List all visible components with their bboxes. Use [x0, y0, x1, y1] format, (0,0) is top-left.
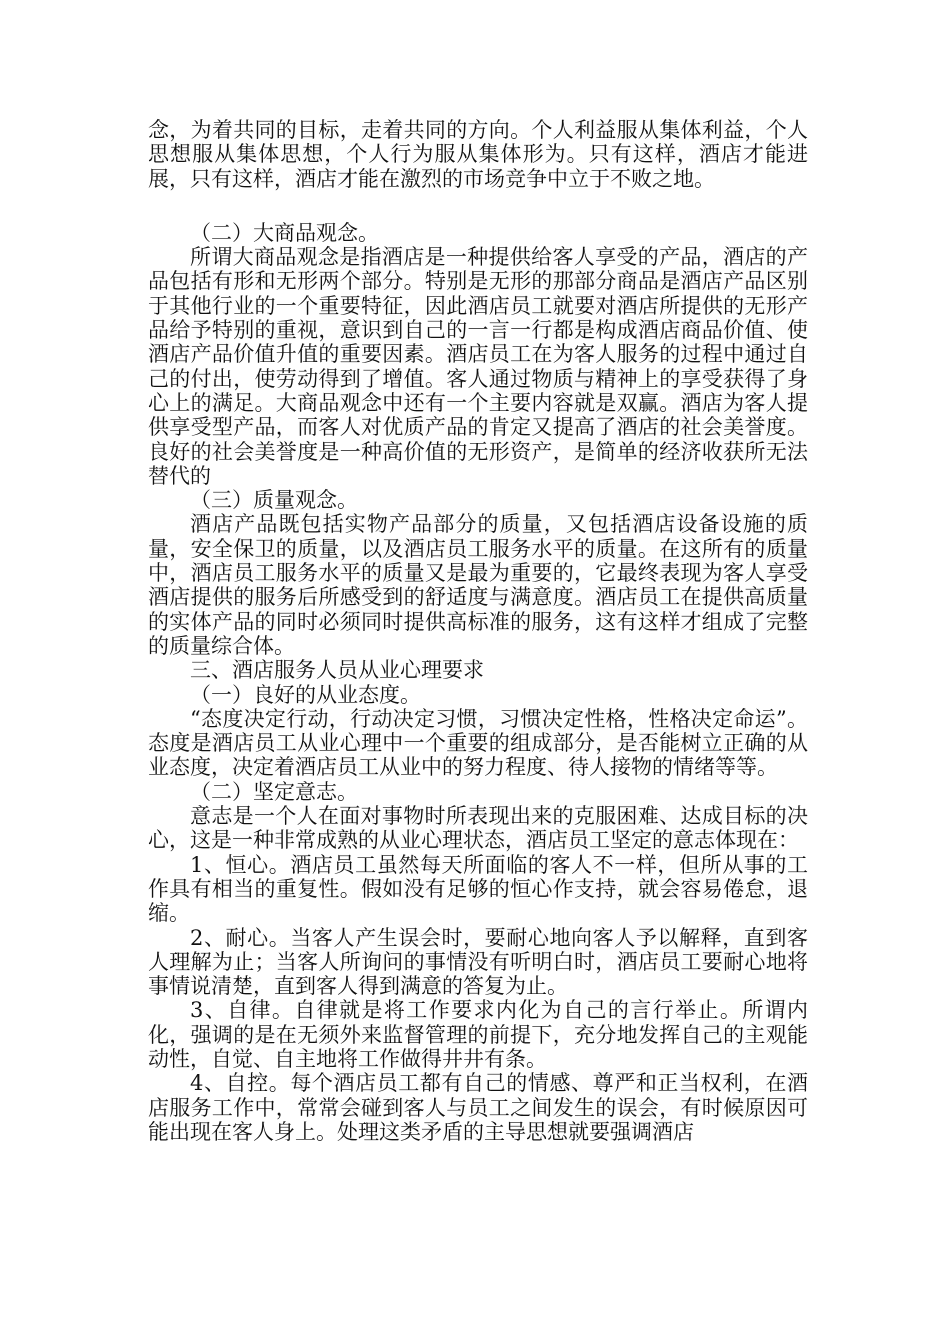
- list-item-self-discipline: 3、自律。自律就是将工作要求内化为自己的言行举止。所谓内化，强调的是在无须外来监督管理的前提下，充分地发挥自己的主观能动性，自觉、自主地将工作做得井井有条。: [148, 998, 808, 1071]
- section-heading-will: （二）坚定意志。: [190, 779, 358, 804]
- section-heading-attitude: （一）良好的从业态度。: [190, 682, 421, 707]
- list-item-perseverance: 1、恒心。酒店员工虽然每天所面临的客人不一样，但所从事的工作具有相当的重复性。假如没有足够的恒心作支持，就会容易倦怠，退缩。: [148, 852, 808, 926]
- paragraph-attitude: “态度决定行动，行动决定习惯，习惯决定性格，性格决定命运”。态度是酒店员工从业心理中一个重要的组成部分，是否能树立正确的从业态度，决定着酒店员工从业中的努力程度、待人接物的情绪等等。: [148, 706, 808, 780]
- paragraph-will: 意志是一个人在面对事物时所表现出来的克服困难、达成目标的决心，这是一种非常成熟的从业心理状态，酒店员工坚定的意志体现在：: [148, 804, 808, 853]
- section-heading-big-commodity: （二）大商品观念。: [190, 220, 379, 245]
- list-item-self-control: 4、自控。每个酒店员工都有自己的情感、尊严和正当权利，在酒店服务工作中，常常会碰到客人与员工之间发生的误会，有时候原因可能出现在客人身上。处理这类矛盾的主导思想就要强调酒店: [148, 1071, 808, 1144]
- list-item-patience: 2、耐心。当客人产生误会时，要耐心地向客人予以解释，直到客人理解为止；当客人所询问的事情没有听明白时，酒店员工要耐心地将事情说清楚，直到客人得到满意的答复为止。: [148, 925, 808, 999]
- paragraph-continued: 念，为着共同的目标，走着共同的方向。个人利益服从集体利益，个人思想服从集体思想，个人行为服从集体形为。只有这样，酒店才能进展，只有这样，酒店才能在激烈的市场竞争中立于不败之地。: [148, 118, 808, 191]
- paragraph-big-commodity: 所谓大商品观念是指酒店是一种提供给客人享受的产品，酒店的产品包括有形和无形两个部分。特别是无形的那部分商品是酒店产品区别于其他行业的一个重要特征，因此酒店员工就要对酒店所提供的无形产品给予特别的重视，意识到自己的一言一行都是构成酒店商品价值、使酒店产品价值升值的重要因素。酒店员工在为客人服务的过程中通过自己的付出，使劳动得到了增值。客人通过物质与精神上的享受获得了身心上的满足。大商品观念中还有一个主要内容就是双赢。酒店为客人提供享受型产品，而客人对优质产品的肯定又提高了酒店的社会美誉度。良好的社会美誉度是一种高价值的无形资产，是简单的经济收获所无法替代的: [148, 245, 808, 488]
- section-heading-quality: （三）质量观念。: [190, 488, 358, 513]
- document-page: [148, 118, 808, 1144]
- paragraph-quality: 酒店产品既包括实物产品部分的质量，又包括酒店设备设施的质量，安全保卫的质量，以及酒店员工服务水平的质量。在这所有的质量中，酒店员工服务水平的质量又是最为重要的，它最终表现为客人享受酒店提供的服务后所感受到的舒适度与满意度。酒店员工在提供高质量的实体产品的同时必须同时提供高标准的服务，这有这样才组成了完整的质量综合体。: [148, 512, 808, 658]
- section-heading-psychology: 三、酒店服务人员从业心理要求: [190, 658, 484, 683]
